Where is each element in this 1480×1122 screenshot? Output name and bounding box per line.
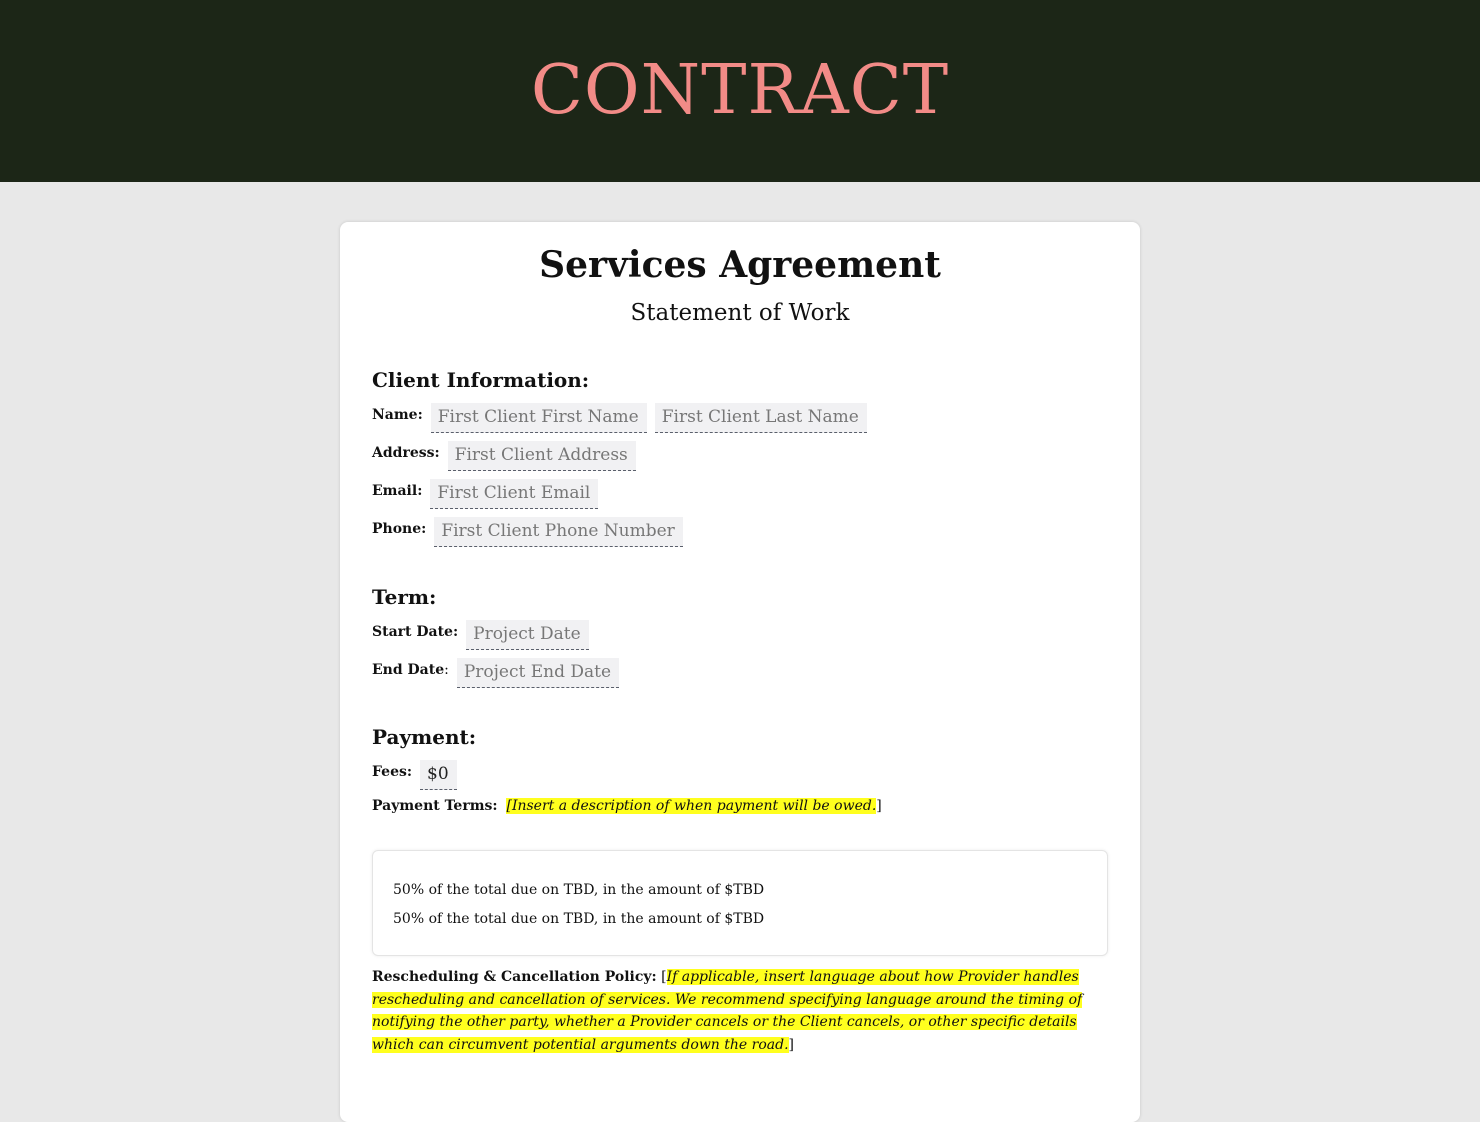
email-label: Email:	[372, 483, 423, 499]
payment-terms-close: ]	[876, 798, 882, 814]
client-name-row	[372, 403, 1108, 441]
payment-terms-open: [	[506, 798, 512, 814]
client-section-title: Client Information:	[372, 368, 590, 392]
payment-schedule-line-2: 50% of the total due on TBD, in the amount of $TBD	[393, 911, 765, 927]
first-name-input[interactable]: First Client First Name	[431, 403, 647, 433]
end-date-colon: :	[444, 662, 449, 678]
agreement-subtitle: Statement of Work	[630, 300, 850, 326]
name-label: Name:	[372, 407, 423, 423]
payment-terms-text[interactable]	[506, 798, 876, 814]
client-email-row	[372, 479, 1108, 517]
last-name-input[interactable]: First Client Last Name	[655, 403, 867, 433]
fees-row	[372, 760, 1108, 795]
agreement-card	[340, 222, 1140, 1122]
end-date-label-text: End Date	[372, 662, 445, 678]
payment-schedule-line-1: 50% of the total due on TBD, in the amount of $TBD	[393, 882, 765, 898]
address-input[interactable]: First Client Address	[448, 441, 636, 471]
client-phone-row	[372, 517, 1108, 555]
fees-input[interactable]: $0	[420, 760, 457, 790]
payment-schedule-box	[372, 850, 1108, 956]
payment-section-title: Payment:	[372, 725, 477, 749]
cancellation-policy	[372, 966, 1108, 1056]
client-address-row	[372, 441, 1108, 479]
agreement-title: Services Agreement	[539, 244, 941, 286]
phone-input[interactable]: First Client Phone Number	[434, 517, 683, 547]
policy-text[interactable]: If applicable, insert language about how Provider handles rescheduling and cancellation of services. We recommend specifying language around the timing of notifying the other party, whether a Provider cancels or the Client cancels, or other specific details which can circumvent potential arguments down the road.	[372, 969, 1083, 1053]
payment-terms-body: Insert a description of when payment will be owed.	[511, 798, 877, 814]
start-date-label: Start Date:	[372, 624, 459, 640]
term-section	[372, 584, 1108, 696]
end-date-input[interactable]: Project End Date	[457, 658, 619, 688]
email-input[interactable]: First Client Email	[430, 479, 598, 509]
start-date-input[interactable]: Project Date	[466, 620, 589, 650]
start-date-row	[372, 620, 1108, 658]
phone-label: Phone:	[372, 521, 427, 537]
payment-terms-row	[372, 795, 1108, 817]
address-label: Address:	[372, 445, 440, 461]
payment-section	[372, 724, 1108, 1056]
policy-label: Rescheduling & Cancellation Policy:	[372, 969, 657, 985]
page-header	[0, 0, 1480, 182]
fees-label: Fees:	[372, 764, 413, 780]
policy-close: ]	[788, 1036, 794, 1053]
end-date-label	[372, 659, 449, 681]
client-section	[372, 367, 1108, 555]
header-title: CONTRACT	[530, 50, 950, 130]
end-date-row	[372, 658, 1108, 696]
term-section-title: Term:	[372, 585, 437, 609]
policy-open: [	[661, 969, 667, 985]
payment-terms-label: Payment Terms:	[372, 798, 498, 814]
